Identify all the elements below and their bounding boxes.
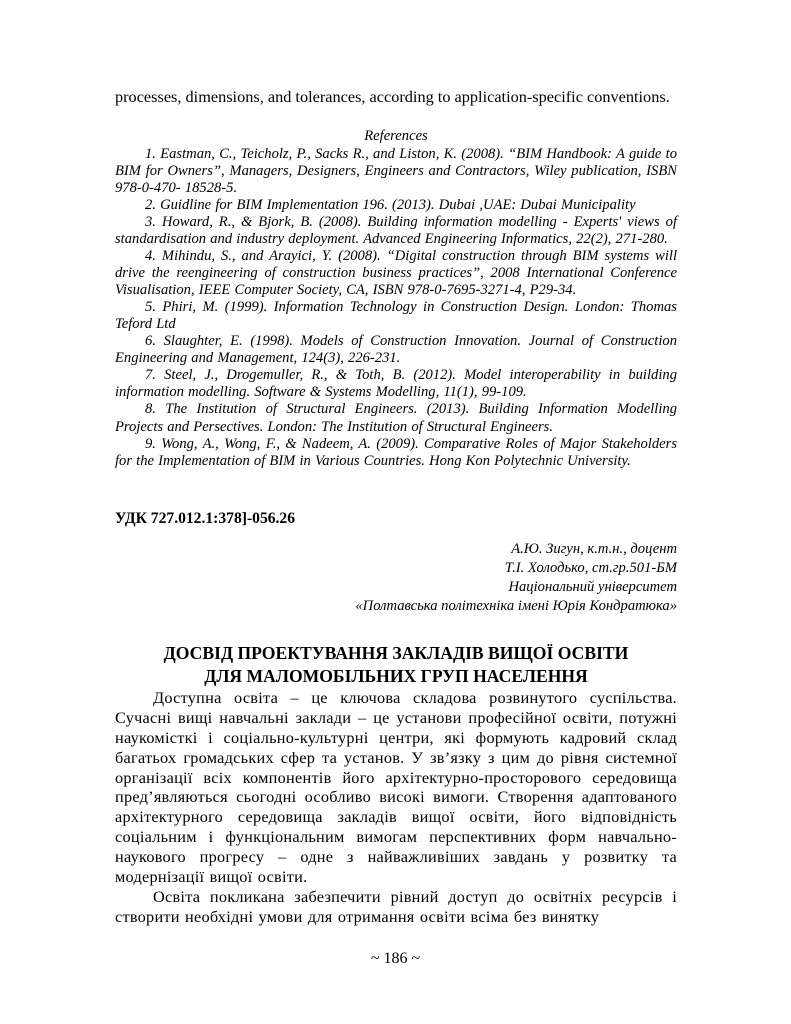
page-content	[115, 86, 677, 927]
article-title-line2: ДЛЯ МАЛОМОБІЛЬНИХ ГРУП НАСЕЛЕННЯ	[204, 666, 588, 687]
reference-item: 8. The Institution of Structural Engineers. (2013). Building Information Modelling Projects and Persectives. London: The Institution of Structural Engineers.	[115, 401, 677, 435]
reference-item: 9. Wong, A., Wong, F., & Nadeem, A. (2009). Comparative Roles of Major Stakeholders for the Implementation of BIM in Various Countries. Hong Kon Polytechnic University.	[115, 435, 677, 469]
authors-block	[115, 540, 677, 616]
reference-item: 2. Guidline for BIM Implementation 196. (2013). Dubai ,UAE: Dubai Municipality	[145, 196, 636, 213]
affiliation-line: Національний університет	[508, 579, 677, 596]
author-line: А.Ю. Зигун, к.т.н., доцент	[511, 541, 677, 558]
body-paragraph: Освіта покликана забезпечити рівний доступ до освітніх ресурсів і створити необхідні умови для отримання освіти всіма без винятку	[115, 886, 677, 926]
reference-item: 6. Slaughter, E. (1998). Models of Construction Innovation. Journal of Construction Engineering and Management, 124(3), 226-231.	[115, 333, 677, 367]
author-line: Т.І. Холодько, ст.гр.501-БМ	[504, 560, 677, 577]
article-title-line1: ДОСВІД ПРОЕКТУВАННЯ ЗАКЛАДІВ ВИЩОЇ ОСВІТИ	[163, 643, 629, 664]
reference-item: 4. Mihindu, S., and Arayici, Y. (2008). “Digital construction through BIM systems will drive the reengineering of construction business practices”, 2008 International Conference Visualisation, IEEE Computer Society, CA, ISBN 978-0-7695-3271-4, P29-34.	[115, 247, 677, 299]
udc-code: УДК 727.012.1:378]-056.26	[115, 509, 296, 527]
references-heading: References	[364, 128, 428, 145]
body-paragraph: Доступна освіта – це ключова складова розвинутого суспільства. Сучасні вищі навчальні заклади – це установи професійної освіти, потужні наукомісткі і соціально-культурні центри, які формують кадровий склад багатьох громадських сфер та установ. У зв’язку з цим до рівня системної організації всіх компонентів його архітектурно-просторового середовища пред’являються сьогодні особливо високі вимоги. Створення адаптованого архітектурного середовища закладів вищої освіти, його відповідність соціальним і функціональним вимогам перспективних форм навчально-наукового прогресу – одне з найважливіших завдань у розвитку та модернізації вищої освіти.	[115, 688, 677, 886]
reference-item: 7. Steel, J., Drogemuller, R., & Toth, B. (2012). Model interoperability in building information modelling. Software & Systems Modelling, 11(1), 99-109.	[115, 367, 677, 401]
affiliation-line: «Полтавська політехніка імені Юрія Кондратюка»	[355, 598, 677, 615]
references-list	[115, 146, 677, 470]
reference-item: 3. Howard, R., & Bjork, B. (2008). Building information modelling - Experts' views of standardisation and industry deployment. Advanced Engineering Informatics, 22(2), 271-280.	[115, 213, 677, 247]
lead-paragraph: processes, dimensions, and tolerances, according to application-specific conventions.	[115, 87, 670, 106]
reference-item: 5. Phiri, M. (1999). Information Technology in Construction Design. London: Thomas Teford Ltd	[115, 299, 677, 333]
article-title	[115, 642, 677, 688]
page-number: ~ 186 ~	[370, 949, 421, 967]
reference-item: 1. Eastman, C., Teicholz, P., Sacks R., and Liston, K. (2008). “BIM Handbook: A guide to BIM for Owners”, Managers, Designers, Engineers and Contractors, Wiley publication, ISBN 978-0-470- 18528-5.	[115, 145, 677, 196]
